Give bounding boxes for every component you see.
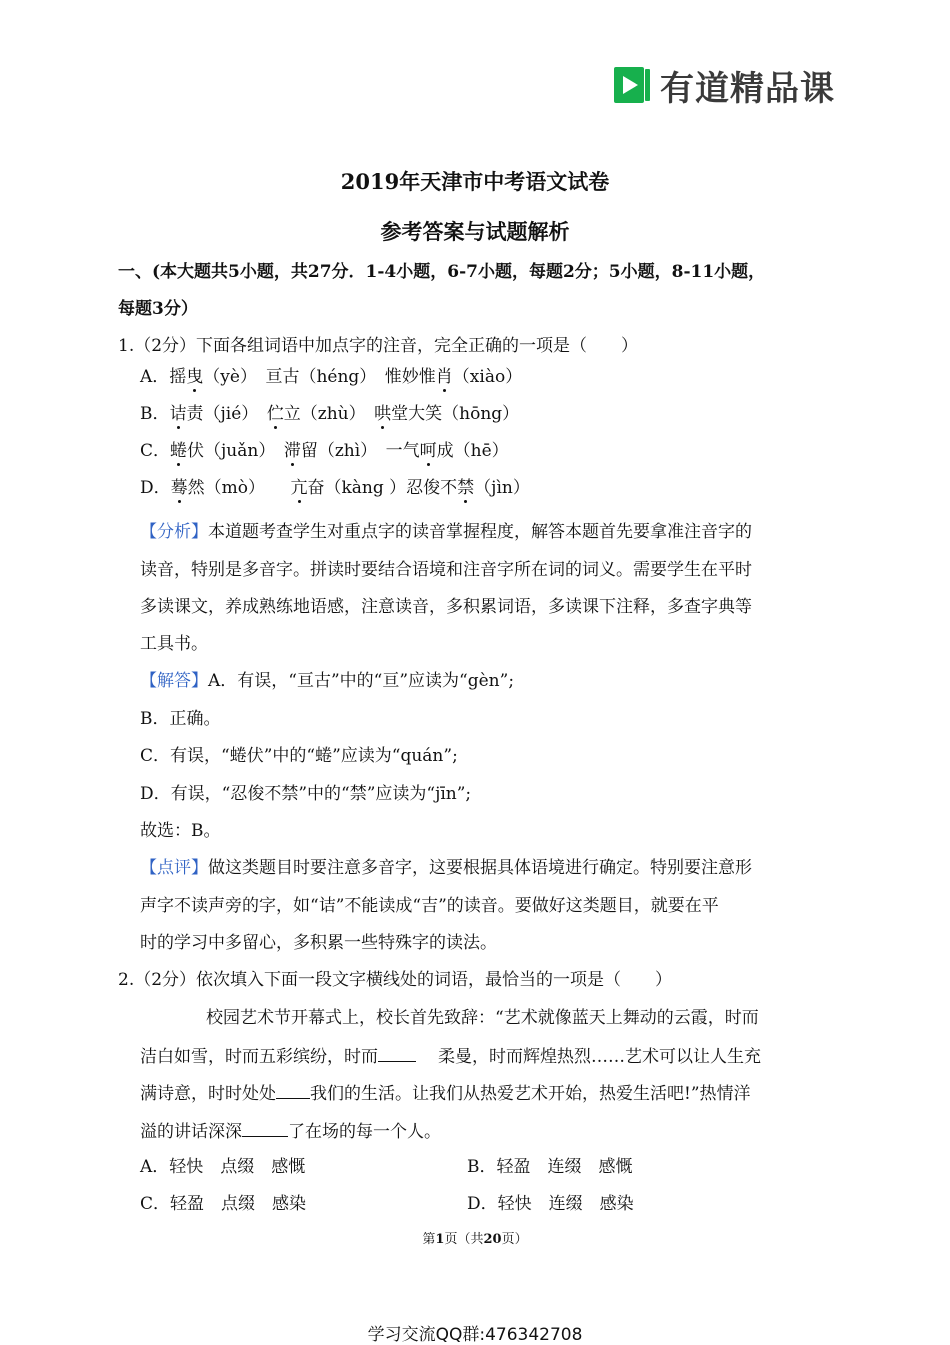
q1-comment-line: 时的学习中多留心，多积累一些特殊字的读法。 — [140, 933, 497, 953]
section-header-line2: 每题3分） — [118, 299, 198, 319]
q2-passage-line: 洁白如雪，时而五彩缤纷，时而 柔曼，时而辉煌热烈……艺术可以让人生充 — [140, 1047, 761, 1067]
q2-option-c: C．轻盈 点缀 感染 — [140, 1194, 307, 1214]
q1-stem: 1.（2分）下面各组词语中加点字的注音，完全正确的一项是（ ） — [118, 336, 639, 356]
section-header-line1: 一、(本大题共5小题，共27分．1-4小题，6-7小题，每题2分；5小题，8-11小题， — [118, 262, 766, 282]
q1-answer-line: 故选：B。 — [140, 821, 221, 841]
fill-blank — [378, 1045, 416, 1062]
q1-comment-line: 声字不读声旁的字，如“诘”不能读成“吉”的读音。要做好这类题目，就要在平 — [140, 896, 719, 916]
q2-option-a: A．轻快 点缀 感慨 — [140, 1157, 306, 1177]
page-title: 2019年天津市中考语文试卷 — [340, 169, 610, 194]
q1-option-c: C．蜷伏（juǎn） 滞留（zhì） 一气呵成（hē） — [140, 441, 509, 461]
q1-answer-line: C．有误，“蜷伏”中的“蜷”应读为“quán”; — [140, 746, 458, 766]
q1-analysis-line: 【分析】本道题考查学生对重点字的读音掌握程度，解答本题首先要拿准注音字的 — [140, 522, 752, 542]
brand-name: 有道精品课 — [660, 68, 835, 109]
q1-answer-line: 【解答】A．有误，“亘古”中的“亘”应读为“gèn”; — [140, 671, 515, 691]
page-subtitle: 参考答案与试题解析 — [380, 219, 570, 244]
q2-passage-line: 校园艺术节开幕式上，校长首先致辞：“艺术就像蓝天上舞动的云霞，时而 — [206, 1008, 759, 1028]
q1-analysis-line: 多读课文，养成熟练地语感，注意读音，多积累词语，多读课下注释，多查字典等 — [140, 597, 752, 617]
fill-blank — [242, 1120, 288, 1137]
q1-option-a: A．摇曳（yè） 亘古（héng） 惟妙惟肖（xiào） — [140, 367, 523, 387]
q1-option-d: D．蓦然（mò） 亢奋（kàng ）忍俊不禁（jìn） — [140, 478, 530, 498]
fill-blank — [276, 1082, 310, 1099]
q2-stem: 2.（2分）依次填入下面一段文字横线处的词语，最恰当的一项是（ ） — [118, 970, 673, 990]
q1-answer-line: D．有误，“忍俊不禁”中的“禁”应读为“jīn”; — [140, 784, 472, 804]
q2-option-b: B．轻盈 连缀 感慨 — [467, 1157, 633, 1177]
q2-passage-line: 满诗意，时时处处 我们的生活。让我们从热爱艺术开始，热爱生活吧!”热情洋 — [140, 1084, 751, 1104]
q1-analysis-line: 读音，特别是多音字。拼读时要结合语境和注音字所在词的词义。需要学生在平时 — [140, 560, 752, 580]
q1-analysis-line: 工具书。 — [140, 634, 208, 654]
q2-passage-line: 溢的讲话深深 了在场的每一个人。 — [140, 1122, 441, 1142]
qq-group-watermark: 学习交流QQ群:476342708 — [367, 1325, 583, 1345]
play-book-icon — [612, 65, 652, 105]
answer-tag: 【解答】 — [140, 671, 208, 691]
brand-logo — [612, 64, 835, 109]
q1-comment-line: 【点评】做这类题目时要注意多音字，这要根据具体语境进行确定。特别要注意形 — [140, 858, 752, 878]
comment-tag: 【点评】 — [140, 858, 208, 878]
q1-option-b: B．诘责（jié） 伫立（zhù） 哄堂大笑（hōng） — [140, 404, 520, 424]
page-number: 第1页（共20页） — [422, 1232, 528, 1247]
q2-option-d: D．轻快 连缀 感染 — [467, 1194, 634, 1214]
analysis-tag: 【分析】 — [140, 522, 208, 542]
q1-answer-line: B．正确。 — [140, 709, 221, 729]
